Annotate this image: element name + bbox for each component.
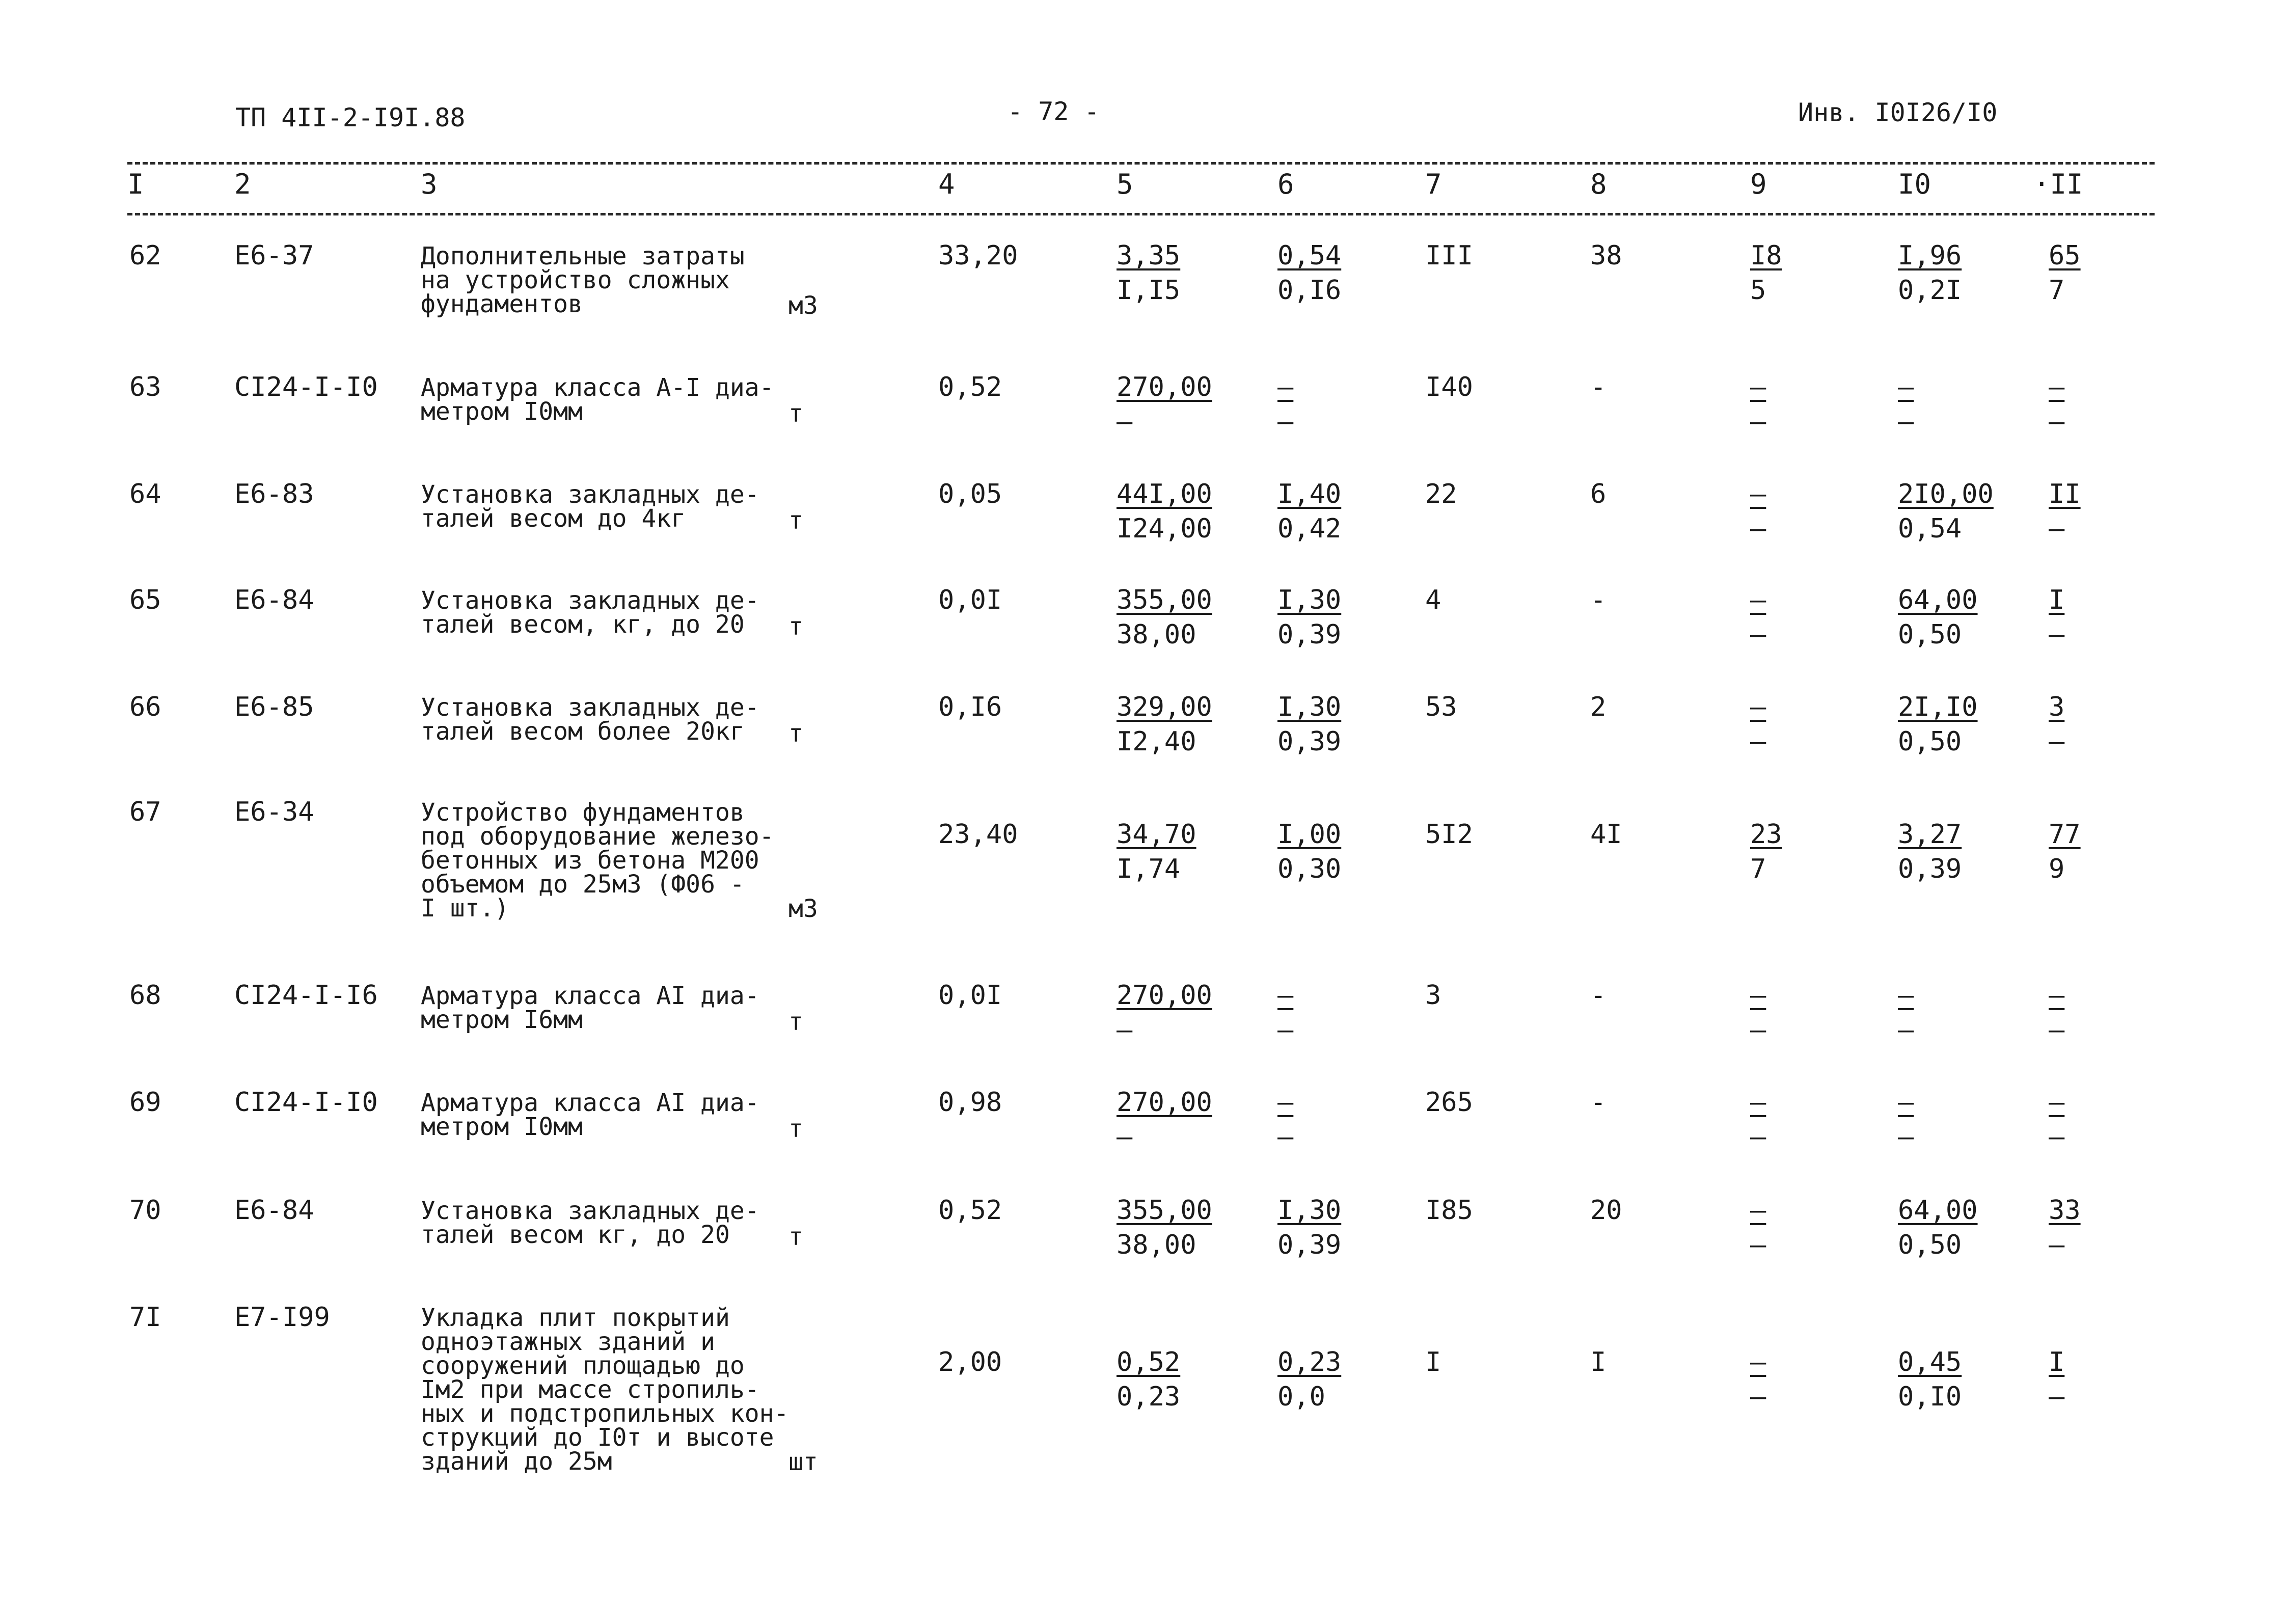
col6-bottom: 0,39 — [1277, 726, 1342, 757]
col6-top: 0,54 — [1277, 240, 1342, 271]
col8-value: - — [1590, 980, 1607, 1011]
col9-bottom: – — [1750, 1015, 1766, 1045]
col9-top: – — [1750, 980, 1766, 1011]
norm-code: Е6-84 — [234, 1195, 314, 1226]
col10-bottom: 0,39 — [1898, 854, 1962, 884]
col10-value — [1898, 242, 1962, 304]
col6-top: – — [1277, 980, 1294, 1011]
quantity: 0,I6 — [938, 692, 1002, 722]
col5-top: 34,70 — [1117, 819, 1196, 850]
col5-top: 270,00 — [1117, 980, 1212, 1011]
column-number: 9 — [1750, 168, 1767, 200]
col11-value — [2049, 1349, 2064, 1410]
work-description: Арматура класса А-I диа- метром I0мм — [421, 373, 774, 426]
norm-code: Е6-37 — [234, 240, 314, 271]
col9-top: 23 — [1750, 819, 1782, 850]
col6-top: – — [1277, 372, 1294, 402]
col5-top: 44I,00 — [1117, 479, 1212, 509]
col11-top: – — [2049, 980, 2065, 1011]
col8-value: 20 — [1590, 1195, 1622, 1226]
col11-bottom: – — [2049, 726, 2065, 757]
col10-value — [1898, 694, 1978, 755]
col5-value — [1117, 1197, 1212, 1258]
col10-top: 64,00 — [1898, 1195, 1978, 1226]
quantity: 0,98 — [938, 1087, 1002, 1118]
col5-top: 270,00 — [1117, 1087, 1212, 1118]
col9-bottom: – — [1750, 407, 1766, 437]
col9-value — [1750, 982, 1766, 1043]
row-number: 65 — [129, 585, 161, 615]
col6-value — [1277, 821, 1341, 882]
col7-value: 5I2 — [1425, 819, 1473, 850]
col6-value — [1277, 1349, 1341, 1410]
col9-value — [1750, 242, 1782, 304]
col6-top: I,00 — [1277, 819, 1342, 850]
col9-value — [1750, 694, 1766, 755]
col11-bottom: – — [2049, 1015, 2065, 1045]
row-number: 7I — [129, 1302, 161, 1333]
quantity: 0,0I — [938, 980, 1002, 1011]
col5-top: 270,00 — [1117, 372, 1212, 402]
col5-top: 3,35 — [1117, 240, 1181, 271]
column-number: 5 — [1117, 168, 1133, 200]
col11-bottom: – — [2049, 619, 2065, 650]
quantity: 0,05 — [938, 479, 1002, 509]
col10-value — [1898, 1089, 1914, 1150]
col9-top: – — [1750, 479, 1766, 509]
col6-value — [1277, 694, 1341, 755]
unit: м3 — [788, 291, 818, 320]
col9-bottom: – — [1750, 1122, 1766, 1152]
norm-code: СI24-I-I6 — [234, 980, 378, 1011]
col7-value: III — [1425, 240, 1473, 271]
col10-value — [1898, 481, 1994, 542]
col7-value: 4 — [1425, 585, 1441, 615]
unit: м3 — [788, 895, 818, 923]
col6-value — [1277, 1089, 1293, 1150]
col10-value — [1898, 821, 1962, 882]
column-number: 4 — [938, 168, 955, 200]
col10-bottom: 0,I0 — [1898, 1382, 1962, 1412]
unit: т — [788, 506, 803, 535]
work-description: Установка закладных де- талей весом кг, до 20 — [421, 1197, 759, 1249]
col9-bottom: – — [1750, 619, 1766, 650]
page-number: - 72 - — [1008, 97, 1100, 126]
col8-value: I — [1590, 1347, 1607, 1377]
col10-top: 0,45 — [1898, 1347, 1962, 1377]
column-number: 6 — [1277, 168, 1294, 200]
col11-value — [2049, 242, 2081, 304]
work-description: Арматура класса АI диа- метром I0мм — [421, 1089, 759, 1141]
col9-bottom: – — [1750, 1382, 1766, 1412]
col11-top: 77 — [2049, 819, 2081, 850]
col10-value — [1898, 374, 1914, 435]
col8-value: 6 — [1590, 479, 1607, 509]
col9-bottom: – — [1750, 513, 1766, 544]
col11-value — [2049, 481, 2081, 542]
col11-bottom: – — [2049, 1382, 2065, 1412]
col10-top: 64,00 — [1898, 585, 1978, 615]
col6-value — [1277, 1197, 1341, 1258]
col11-top: I — [2049, 1347, 2065, 1377]
col11-value — [2049, 694, 2064, 755]
norm-code: СI24-I-I0 — [234, 372, 378, 402]
col8-value: - — [1590, 1087, 1607, 1118]
col10-bottom: – — [1898, 1122, 1914, 1152]
col10-bottom: – — [1898, 407, 1914, 437]
norm-code: Е6-83 — [234, 479, 314, 509]
col6-top: I,30 — [1277, 1195, 1342, 1226]
row-number: 66 — [129, 692, 161, 722]
col5-bottom: 0,23 — [1117, 1382, 1181, 1412]
unit: шт — [788, 1448, 818, 1476]
quantity: 33,20 — [938, 240, 1018, 271]
col10-value — [1898, 982, 1914, 1043]
col5-value — [1117, 1089, 1212, 1150]
col9-top: – — [1750, 585, 1766, 615]
work-description: Укладка плит покрытий одноэтажных зданий и сооружений площадью до Iм2 при массе стропиль- ных и подстропильных кон- струкций до I0т и высоте зданий до 25м — [421, 1304, 789, 1476]
col10-value — [1898, 1349, 1962, 1410]
col5-value — [1117, 982, 1212, 1043]
unit: т — [788, 1008, 803, 1036]
col11-top: – — [2049, 1087, 2065, 1118]
col7-value: 22 — [1425, 479, 1457, 509]
col6-bottom: 0,39 — [1277, 619, 1342, 650]
col9-top: – — [1750, 1087, 1766, 1118]
col11-top: 3 — [2049, 692, 2065, 722]
col9-value — [1750, 1349, 1766, 1410]
col6-bottom: – — [1277, 1122, 1294, 1152]
col11-bottom: – — [2049, 513, 2065, 544]
col6-value — [1277, 481, 1341, 542]
quantity: 2,00 — [938, 1347, 1002, 1377]
row-number: 69 — [129, 1087, 161, 1118]
quantity: 23,40 — [938, 819, 1018, 850]
col6-bottom: – — [1277, 1015, 1294, 1045]
quantity: 0,52 — [938, 372, 1002, 402]
col5-bottom: I24,00 — [1117, 513, 1212, 544]
col11-bottom: – — [2049, 1122, 2065, 1152]
quantity: 0,52 — [938, 1195, 1002, 1226]
norm-code: Е7-I99 — [234, 1302, 330, 1333]
col10-bottom: 0,54 — [1898, 513, 1962, 544]
col5-bottom: – — [1117, 407, 1133, 437]
col6-bottom: 0,39 — [1277, 1230, 1342, 1260]
col10-value — [1898, 1197, 1978, 1258]
col8-value: 2 — [1590, 692, 1607, 722]
work-description: Дополнительные затраты на устройство сложных фундаментов — [421, 242, 745, 318]
row-number: 70 — [129, 1195, 161, 1226]
col5-top: 355,00 — [1117, 1195, 1212, 1226]
col10-top: – — [1898, 372, 1914, 402]
col11-value — [2049, 982, 2064, 1043]
work-description: Установка закладных де- талей весом до 4кг — [421, 480, 759, 533]
work-description: Арматура класса АI диа- метром I6мм — [421, 982, 759, 1034]
col6-bottom: 0,0 — [1277, 1382, 1325, 1412]
col10-top: – — [1898, 980, 1914, 1011]
col9-value — [1750, 587, 1766, 648]
table-top-rule — [127, 162, 2155, 165]
col9-value — [1750, 374, 1766, 435]
col10-top: 3,27 — [1898, 819, 1962, 850]
col6-value — [1277, 242, 1341, 304]
col5-top: 0,52 — [1117, 1347, 1181, 1377]
work-description: Устройство фундаментов под оборудование железо- бетонных из бетона М200 объемом до 25м3 (Ф06 - I шт.) — [421, 798, 774, 923]
col10-bottom: – — [1898, 1015, 1914, 1045]
col9-top: – — [1750, 1347, 1766, 1377]
col9-top: – — [1750, 372, 1766, 402]
norm-code: СI24-I-I0 — [234, 1087, 378, 1118]
col8-value: - — [1590, 372, 1607, 402]
norm-code: Е6-85 — [234, 692, 314, 722]
col6-bottom: 0,30 — [1277, 854, 1342, 884]
row-number: 68 — [129, 980, 161, 1011]
norm-code: Е6-34 — [234, 797, 314, 827]
col9-bottom: – — [1750, 1230, 1766, 1260]
col10-top: 2I0,00 — [1898, 479, 1994, 509]
col8-value: 38 — [1590, 240, 1622, 271]
column-number: ·II — [2033, 168, 2083, 200]
col6-bottom: 0,42 — [1277, 513, 1342, 544]
col5-top: 355,00 — [1117, 585, 1212, 615]
col8-value: 4I — [1590, 819, 1622, 850]
col7-value: I40 — [1425, 372, 1473, 402]
col9-value — [1750, 1197, 1766, 1258]
col9-bottom: – — [1750, 726, 1766, 757]
col5-bottom: I2,40 — [1117, 726, 1196, 757]
col9-value — [1750, 481, 1766, 542]
col10-bottom: 0,2I — [1898, 275, 1962, 306]
col10-bottom: 0,50 — [1898, 1230, 1962, 1260]
col11-bottom: 7 — [2049, 275, 2065, 306]
col6-value — [1277, 587, 1341, 648]
col9-bottom: 5 — [1750, 275, 1766, 306]
col6-top: I,30 — [1277, 585, 1342, 615]
table-header-rule — [127, 213, 2155, 215]
work-description: Установка закладных де- талей весом, кг, до 20 — [421, 586, 759, 639]
col5-bottom: I,74 — [1117, 854, 1181, 884]
col7-value: 53 — [1425, 692, 1457, 722]
column-number: I — [127, 168, 144, 200]
col7-value: I85 — [1425, 1195, 1473, 1226]
unit: т — [788, 1115, 803, 1143]
col5-bottom: 38,00 — [1117, 1230, 1196, 1260]
col5-value — [1117, 694, 1212, 755]
col6-top: I,40 — [1277, 479, 1342, 509]
col8-value: - — [1590, 585, 1607, 615]
col6-top: 0,23 — [1277, 1347, 1342, 1377]
col10-value — [1898, 587, 1978, 648]
col10-top: I,96 — [1898, 240, 1962, 271]
col7-value: 3 — [1425, 980, 1441, 1011]
col5-value — [1117, 481, 1212, 542]
inventory-number: Инв. I0I26/I0 — [1798, 98, 1998, 127]
col9-top: I8 — [1750, 240, 1782, 271]
col9-top: – — [1750, 1195, 1766, 1226]
unit: т — [788, 719, 803, 748]
col5-top: 329,00 — [1117, 692, 1212, 722]
document-code: ТП 4II-2-I9I.88 — [235, 103, 466, 132]
col9-value — [1750, 821, 1782, 882]
col11-top: I — [2049, 585, 2065, 615]
col11-value — [2049, 587, 2064, 648]
col11-value — [2049, 1197, 2081, 1258]
col10-top: – — [1898, 1087, 1914, 1118]
col11-top: – — [2049, 372, 2065, 402]
norm-code: Е6-84 — [234, 585, 314, 615]
col11-value — [2049, 374, 2064, 435]
row-number: 62 — [129, 240, 161, 271]
col5-bottom: 38,00 — [1117, 619, 1196, 650]
col11-top: 33 — [2049, 1195, 2081, 1226]
col5-bottom: – — [1117, 1015, 1133, 1045]
col5-bottom: I,I5 — [1117, 275, 1181, 306]
column-number: 7 — [1425, 168, 1442, 200]
col6-top: I,30 — [1277, 692, 1342, 722]
unit: т — [788, 399, 803, 428]
col11-top: 65 — [2049, 240, 2081, 271]
col6-value — [1277, 374, 1293, 435]
col5-value — [1117, 821, 1196, 882]
row-number: 64 — [129, 479, 161, 509]
column-number: 3 — [421, 168, 438, 200]
col5-value — [1117, 587, 1212, 648]
col11-value — [2049, 1089, 2064, 1150]
col10-top: 2I,I0 — [1898, 692, 1978, 722]
col5-value — [1117, 242, 1180, 304]
column-number: 2 — [234, 168, 251, 200]
col9-bottom: 7 — [1750, 854, 1766, 884]
col5-value — [1117, 374, 1212, 435]
col11-bottom: – — [2049, 1230, 2065, 1260]
col11-value — [2049, 821, 2081, 882]
col9-value — [1750, 1089, 1766, 1150]
column-number: 8 — [1590, 168, 1607, 200]
row-number: 63 — [129, 372, 161, 402]
col11-top: II — [2049, 479, 2081, 509]
work-description: Установка закладных де- талей весом более 20кг — [421, 693, 759, 746]
col7-value: 265 — [1425, 1087, 1473, 1118]
col10-bottom: 0,50 — [1898, 726, 1962, 757]
unit: т — [788, 1223, 803, 1251]
col6-value — [1277, 982, 1293, 1043]
col10-bottom: 0,50 — [1898, 619, 1962, 650]
col9-top: – — [1750, 692, 1766, 722]
col5-bottom: – — [1117, 1122, 1133, 1152]
col5-value — [1117, 1349, 1180, 1410]
col6-bottom: 0,I6 — [1277, 275, 1342, 306]
col7-value: I — [1425, 1347, 1441, 1377]
quantity: 0,0I — [938, 585, 1002, 615]
unit: т — [788, 612, 803, 641]
column-number: I0 — [1898, 168, 1931, 200]
col6-top: – — [1277, 1087, 1294, 1118]
col6-bottom: – — [1277, 407, 1294, 437]
col11-bottom: 9 — [2049, 854, 2065, 884]
col11-bottom: – — [2049, 407, 2065, 437]
row-number: 67 — [129, 797, 161, 827]
